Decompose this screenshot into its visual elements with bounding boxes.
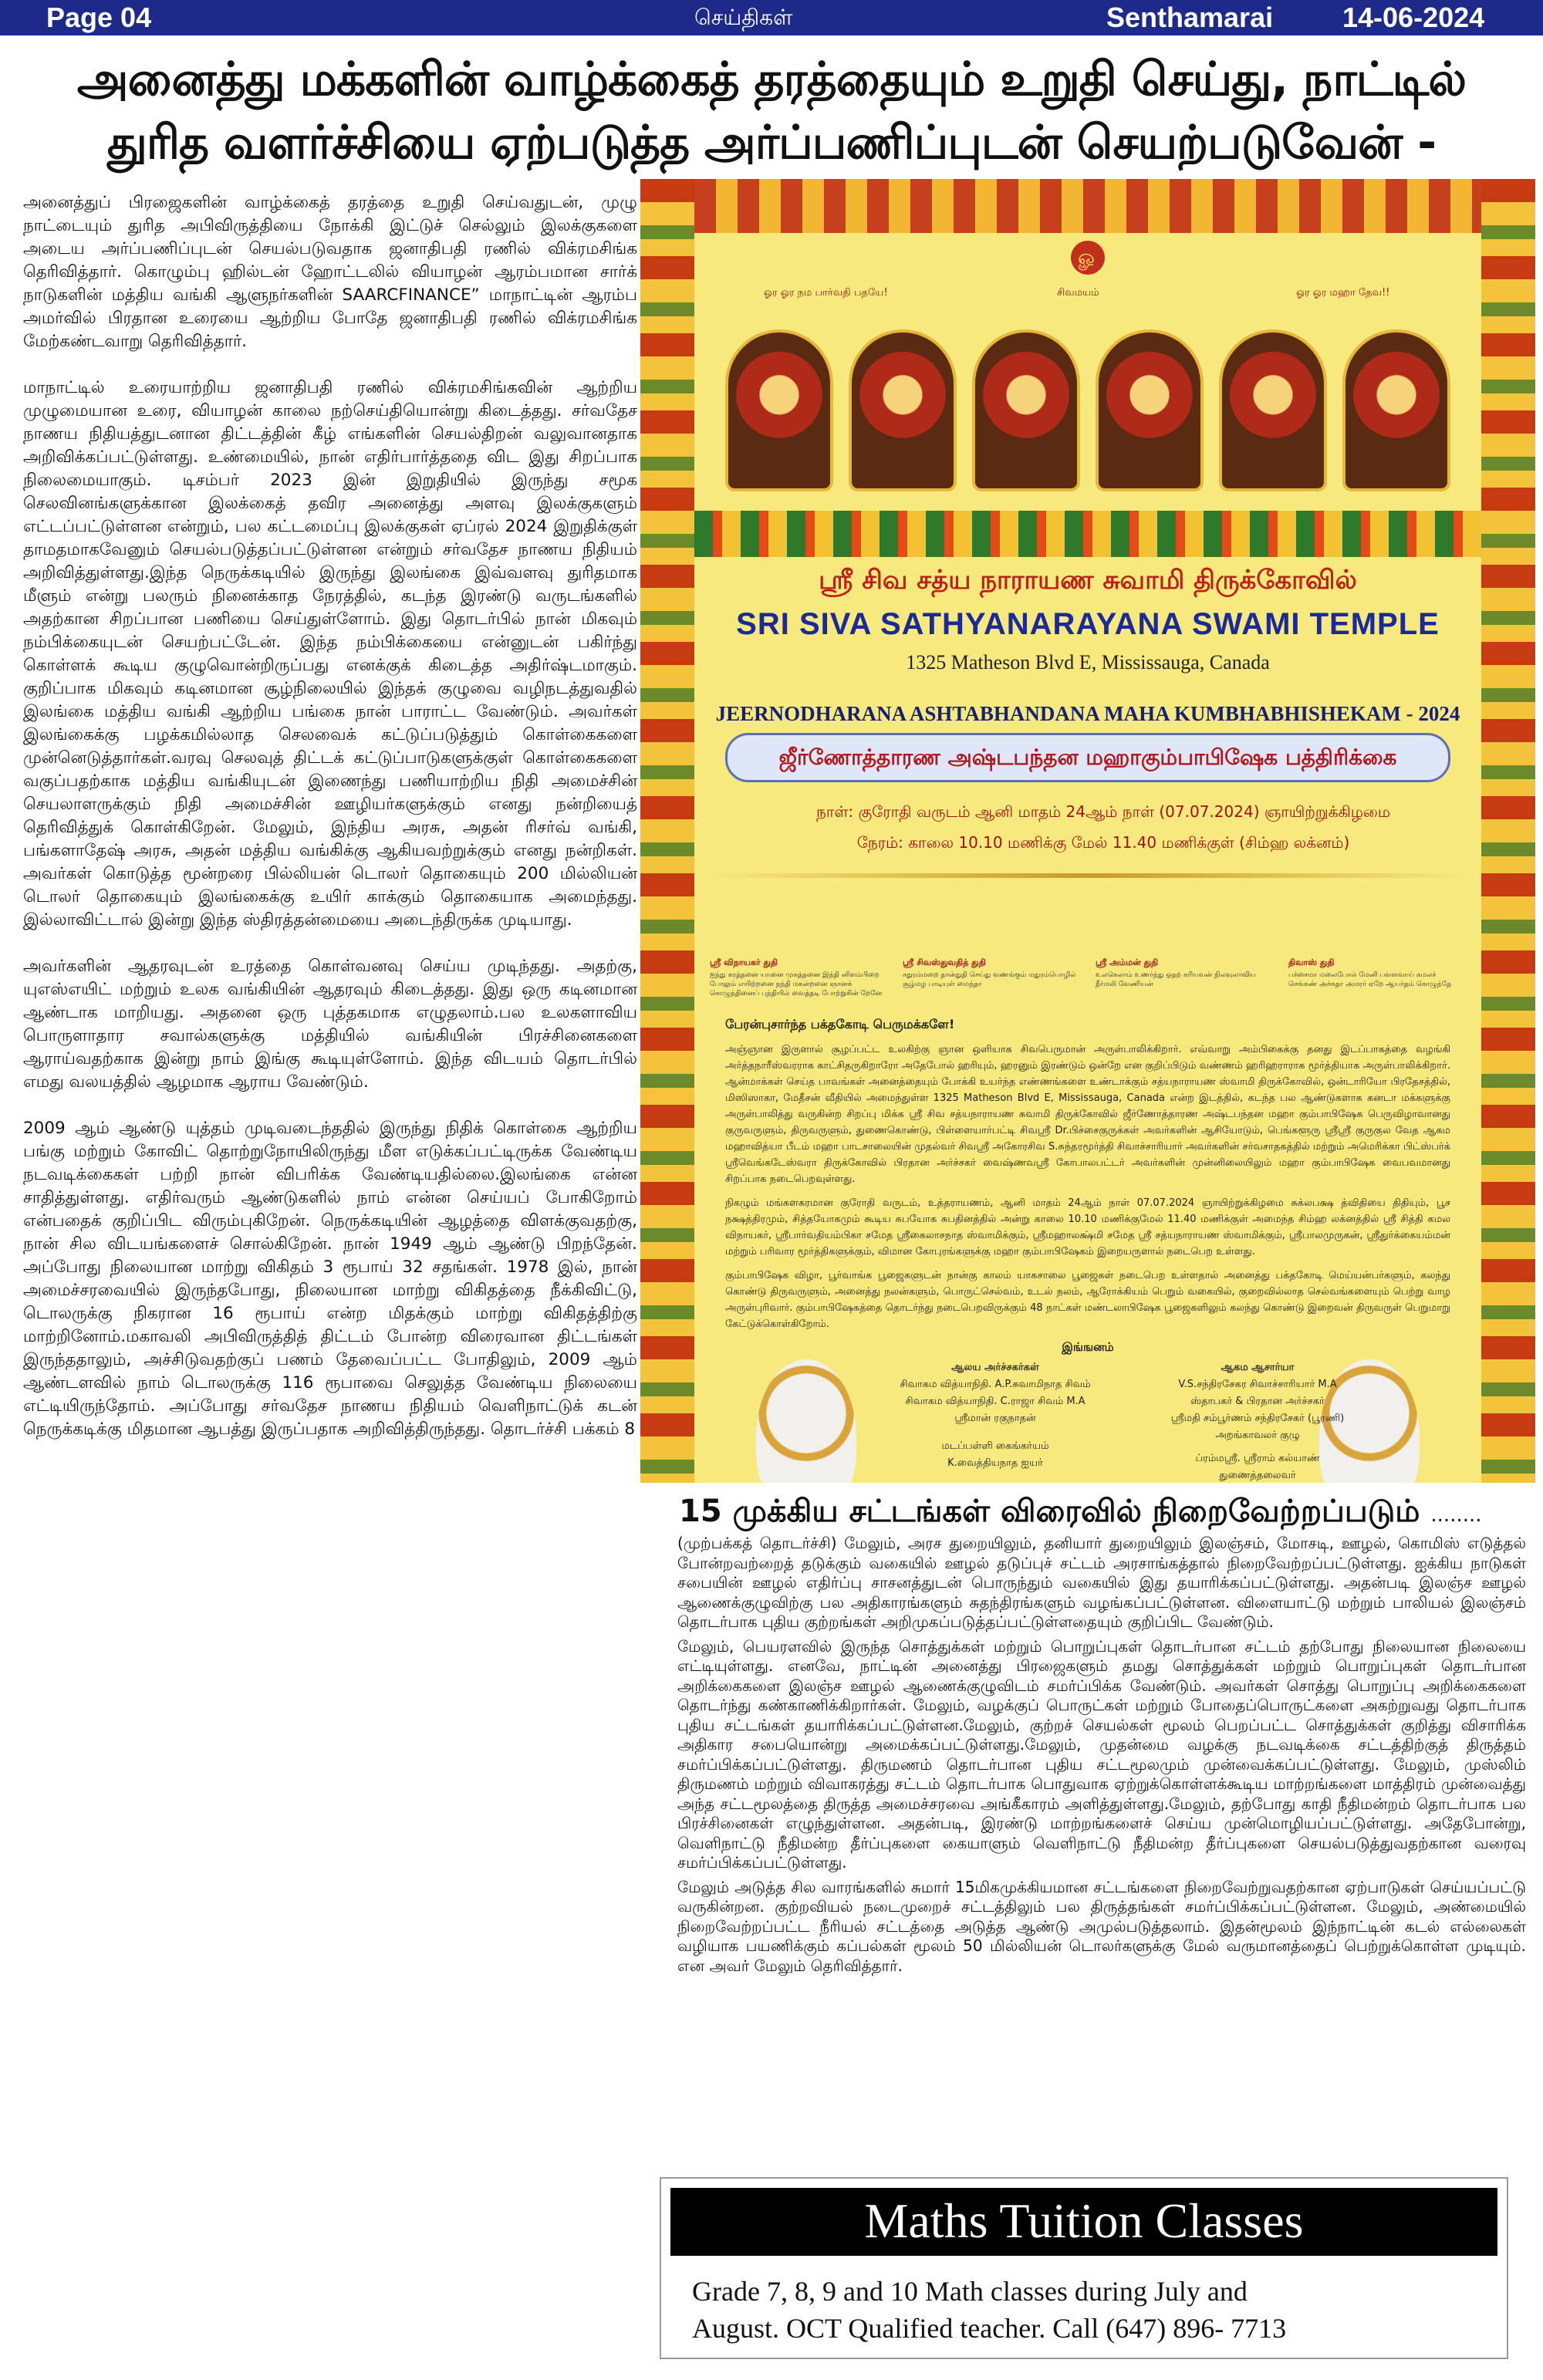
page-number: Page 04 bbox=[46, 2, 152, 33]
temple-address: 1325 Matheson Blvd E, Mississauga, Canada bbox=[906, 651, 1270, 673]
ad-line: Grade 7, 8, 9 and 10 Math classes during July and bbox=[692, 2276, 1248, 2307]
page-header bbox=[0, 0, 1543, 35]
event-date: நாள்: குரோதி வருடம் ஆனி மாதம் 24ஆம் நாள் (07.07.2024) ஞாயிற்றுக்கிழமை bbox=[816, 802, 1390, 821]
prayer-text: சதுரம்மறை தான்துதி செய்து வணங்கும் மதுரம்பொழில் சூழ்மழ பாடியுள் மைந்தா bbox=[903, 971, 1076, 988]
article-paragraph: மேலும், பெயரளவில் இருந்த சொத்துக்கள் மற்றும் பொறுப்புகள் தொடர்பான சட்டம் தற்போது நிலையான நிலையை எட்டியுள்ளது. எனவே, நாட்டின் அனைத்து பிரஜைகளும் தமது சொத்துக்கள் மற்றும் பொறுப்புகள் தொடர்பான அறிக்கைகளை இலஞ்ச ஊழல் ஆணைக்குழுவிடம் சமர்ப்பிக்க வேண்டும். அவர்கள் சொத்து பொறுப்பு அறிக்கைகளை தொடர்ந்து கண்காணிக்கிறார்கள். மேலும், வழக்குப் பொருட்கள் மற்றும் போதைப்பொருட்களை அகற்றுவது தொடர்பாக புதிய சட்டங்கள் தயாரிக்கப்பட்டுள்ளன.மேலும், குற்றச் செயல்கள் மூலம் பெறப்பட்ட சொத்துக்கள் குறித்து விசாரிக்க அதிகார சபையொன்று அமைக்கப்பட்டுள்ளது.மேலும், முதன்மை வழக்கு நடவடிக்கை சட்டத்திற்குத் திருத்தம் சமர்ப்பிக்கப்பட்டுள்ளது. திருமணம் தொடர்பான புதிய சட்டமூலமும் முன்வைக்கப்பட்டுள்ளது. மேலும், முஸ்லிம் திருமணம் மற்றும் விவாகரத்து சட்டம் தொடர்பாக பொதுவாக ஏற்றுக்கொள்ளக்கூடிய மாற்றங்களை மாத்திரம் முன்வைத்து அந்த சட்டமூலத்தை திருத்த அமைச்சரவை அங்கீகாரம் அளித்துள்ளது.மேலும், தற்போது காதி நீதிமன்றம் தொடர்பாக பல பிரச்சினைகள் எழுந்துள்ளன. அதன்படி, இரண்டு மாற்றங்களைச் செய்ய முன்மொழியப்பட்டுள்ளது. அதேபோன்று, வெளிநாட்டு நீதிமன்ற தீர்ப்புகளை கையாளும் வெளிநாட்டு நீதிமன்ற தீர்ப்புகளை செயல்படுத்துவதற்கான வரைவு சமர்ப்பிக்கப்பட்டுள்ளது. bbox=[677, 1636, 1526, 1872]
poster-signoff: இங்ஙனம் bbox=[1062, 1340, 1114, 1354]
headline-line-1: அனைத்து மக்களின் வாழ்க்கைத் தரத்தையும் உறுதி செய்து, நாட்டில் bbox=[76, 52, 1467, 106]
deity-image bbox=[1342, 329, 1450, 491]
signer-name: K.வைத்தியநாத ஐயர் bbox=[947, 1457, 1043, 1469]
prayer-title: ஸ்ரீ அம்மன் துதி bbox=[1096, 957, 1159, 967]
signers-right bbox=[1126, 1359, 1389, 1483]
article-paragraph: 2009 ஆம் ஆண்டு யுத்தம் முடிவடைந்ததில் இருந்து நிதிக் கொள்கை ஆற்றிய பங்கு மற்றும் கோவிட் தொற்றுநோயிலிருந்து மீள எடுக்கப்பட்டிருக்க வேண்டிய நடவடிக்கைகள் பற்றி நான் விபரிக்க வேண்டியதில்லை.இலங்கை என்ன சாதித்துள்ளது. எதிர்வரும் ஆண்டுகளில் நாம் என்ன செய்யப் போகிறோம் என்பதைக் குறிப்பிட விரும்புகிறேன். நெருக்கடியின் ஆழத்தை விளக்குவதற்கு, நான் சில விடயங்களைச் சொல்கிறேன். நான் 1949 ஆம் ஆண்டு பிறந்தேன். அப்போது நிலையான மாற்று விகிதம் 3 ரூபாய் 32 சதங்கள். 1978 இல், நான் அமைச்சரவையில் இருந்தபோது, நிலையான மாற்று விகிதத்தை நீக்கிவிட்டு, டொலருக்கு நிகரான 16 ரூபாய் என்ற மிதக்கும் மாற்று விகிதத்திற்கு மாற்றினோம்.மகாவலி அபிவிருத்தித் திட்டம் போன்ற விரைவான திட்டங்கள் இருந்ததாலும், அச்சிடுவதற்குப் பணம் தேவைப்பட்ட போதிலும், 2009 ஆம் ஆண்டளவில் நாம் டொலருக்கு 116 ரூபாவை செலுத்த வேண்டிய நிலையை எட்டியிருந்தோம். அப்போது சர்வதேச நாணய நிதியம் வெளிநாட்டுக் கடன் நெருக்கடிக்கு மிதமான ஆபத்து இருப்பதாக அறிவித்திருந்தது. தொடர்ச்சி பக்கம் 8 bbox=[23, 1119, 637, 1439]
temple-kumbhabhishekam-poster bbox=[640, 179, 1535, 1483]
left-article bbox=[23, 191, 637, 2375]
prayer-text: உலகெலாம் உணர்ந்து ஓதற் கரியவன் நிலவுலாவிய நீர்மலி வேணியன் bbox=[1096, 971, 1256, 988]
section-name: செய்திகள் bbox=[694, 5, 793, 30]
deity-images bbox=[725, 329, 1450, 515]
decorative-pillar-left bbox=[640, 179, 694, 1483]
om-icon: ௐ bbox=[1071, 241, 1105, 275]
signers-right-title: ஆகம ஆசார்யா bbox=[1221, 1362, 1295, 1373]
decorative-pillar-right bbox=[1481, 179, 1535, 1483]
signers-left-title: ஆலய அர்ச்சகர்கள் bbox=[951, 1362, 1039, 1373]
signer-name: ஸ்ரீமதி சம்பூர்ணம் சந்திரசேகர் (பூரணி) bbox=[1170, 1413, 1345, 1424]
event-title-english: JEERNODHARANA ASHTABHANDANA MAHA KUMBHABHISHEKAM - 2024 bbox=[715, 702, 1460, 725]
deity-image bbox=[972, 329, 1080, 491]
mango-leaf-festoon bbox=[694, 511, 1481, 557]
prayer-title: ஸ்ரீ விநாயகர் துதி bbox=[710, 957, 778, 967]
poster-paragraph: அஞ்ஞான இருளால் சூழப்பட்ட உலகிற்கு ஞான ஒளியாக சிவபெருமான் அருள்பாலிக்கிறார். எவ்வாறு அம்பிகைக்கு தனது இடப்பாகத்தை வழங்கி அர்த்தநாரீஸ்வரராக காட்சிதருகிறாரோ அதேபோல் ஹரியும், ஹரனும் இரண்டும் ஒன்றே என குறிப்பிடும் வண்ணம் ஹரிஹராராக மூர்த்தியாக அருள்பாலிக்கிறார். ஆன்மாக்கள் செய்த பாவங்கள் அனைத்தையும் போக்கி உயர்ந்த எண்ணங்களை உண்டாக்கும் சத்யநாராயண ஸ்வாமி திருக்கோவில், ஒன்டாரியோ பிரதேசத்தில், மிஸிஸாகா, மேதீசன் வீதியில் அமைந்துள்ள 1325 Matheson Blvd E, Mississauga, Canada என்ற இடத்தில், கடந்த பல ஆண்டுகளாக கனடா மக்களுக்கு அருள்பாலித்து வருகின்ற சிறப்பு மிக்க ஸ்ரீ சிவ சத்யநாராயண சுவாமி திருக்கோவில் ஜீர்ணோத்தாரண அஷ்டபந்தன மஹா கும்பாபிஷேக பெருவிழாவானது குருவருளும், திருவருளும், துணைகொண்டு, பிள்ளையார்பட்டி சிவஸ்ரீ Dr.பிச்சைகுருக்கள் அவர்களின் ஆசியோடும், பெங்களூரு ஸ்ரீஸ்ரீ குருகுல வேத ஆகம மஹாவித்யா பீடம் மஹா பாடசாலையின் முதல்வர் சிவஸ்ரீ அகோரசிவ S.சுந்தரமூர்த்தி சிவாச்சாரியார் அவர்களின் சர்வசாதகத்தில் மற்றும் அமெரிக்கா பிட்ஸ்பர்க் ஸ்ரீவெங்கடேஸ்வரா திருக்கோவில் பிரதான அர்ச்சகர் வைஷ்ணவஸ்ரீ கோபாலபட்டர் அவர்களின் முன்னிலையிலும் மஹா கும்பாபிஷேக வைபவமானது சிறப்பாக நடைபெறவுள்ளது. bbox=[725, 1044, 1450, 1185]
signer-name: சிவாகம வித்யாநிதி. C.ராஜா சிவம் M.A bbox=[905, 1396, 1086, 1407]
elephant-image-left bbox=[756, 1359, 856, 1483]
invitation-title: ஜீர்ணோத்தாரண அஷ்டபந்தன மஹாகும்பாபிஷேக பத்திரிக்கை bbox=[725, 733, 1450, 782]
right-article-title bbox=[679, 1492, 1528, 1534]
right-article-title-dots: ........ bbox=[1430, 1504, 1482, 1527]
signer-role: அறங்காவலர் குழு bbox=[1215, 1430, 1300, 1441]
article-paragraph: (முற்பக்கத் தொடர்ச்சி) மேலும், அரச துறையிலும், தனியார் துறையிலும் இலஞ்சம், மோசடி, ஊழல், கொமிஸ் எடுத்தல் போன்றவற்றைத் தடுக்கும் வகையில் ஊழல் தடுப்புச் சட்டம் அரசாங்கத்தால் நிறைவேற்றப்பட்டுள்ளது. ஐக்கிய நாடுகள் சபையின் ஊழல் எதிர்ப்பு சாசனத்துடன் பொருந்தும் வகையில் இது தயாரிக்கப்பட்டுள்ளது. அதன்படி இலஞ்ச ஊழல் ஆணைக்குழுவிற்கு பல அதிகாரங்களும் சுதந்திரங்களும் வழங்கப்பட்டுள்ளன. விளையாட்டு மற்றும் பாலியல் இலஞ்சம் தொடர்பாக புதிய குற்றங்கள் அறிமுகப்படுத்தப்பட்டுள்ளதையும் குறிப்பிட வேண்டும். bbox=[677, 1534, 1526, 1631]
poster-paragraph: நிகழும் மங்களகரமான குரோதி வருடம், உத்தராயணம், ஆனி மாதம் 24ஆம் நாள் 07.07.2024 ஞாயிற்றுக்கிழமை சுக்லபக்ஷ த்விதியை திதியும், பூச நக்ஷத்திரமும், சித்தயோகமும் கூடிய சுபயோக சுபதினத்தில் அன்று காலை 10.10 மணிக்குமேல் 11.40 மணிக்குள் அமைந்த சிம்ஹ லக்னத்தில் ஸ்ரீ சித்தி கமல விநாயகர், ஸ்ரீபார்வதியம்பிகா சமேத ஸ்ரீகைலாசநாத ஸ்வாமிக்கும், ஸ்ரீமஹாலக்ஷ்மி சமேத ஸ்ரீ சத்யநாராயண ஸ்வாமிக்கும், ஸ்ரீபாலமுருகன், ஸ்ரீதுர்க்கையம்மன் மற்றும் பரிவார மூர்த்திகளுக்கும், விமான கோபுரங்களுக்கு மஹா கும்பாபிஷேகம் இறையருளால் நடைபெற உள்ளது. bbox=[725, 1197, 1450, 1258]
issue-date: 14-06-2024 bbox=[1342, 2, 1485, 33]
temple-name-english: SRI SIVA SATHYANARAYANA SWAMI TEMPLE bbox=[736, 607, 1440, 641]
article-paragraph: மாநாட்டில் உரையாற்றிய ஜனாதிபதி ரணில் விக்ரமசிங்கவின் ஆற்றிய முழுமையான உரை, வியாழன் காலை நற்செய்தியொன்று கிடைத்தது. சர்வதேச நாணய நிதியத்துடனான திட்டத்தின் கீழ் எங்களின் செயல்திறன் வலுவானதாக அறிவிக்கப்பட்டுள்ளது. உண்மையில், நான் எதிர்பார்த்ததை விட இது சிறப்பாக நிலைமையாகும். டிசம்பர் 2023 இன் இறுதியில் இருந்து சமூக செலவினங்களுக்கான இலக்கைத் தவிர அனைத்து அளவு இலக்குகளும் எட்டப்பட்டுள்ளன என்றும், பல கட்டமைப்பு இலக்குகள் ஏப்ரல் 2024 இறுதிக்குள் தாமதமாகவேனும் செயல்படுத்தப்பட்டுள்ளன என்றும் சர்வதேச நாணய நிதியம் அறிவித்துள்ளது.இந்த நெருக்கடியில் இருந்து இலங்கை இவ்வளவு துரிதமாக மீளும் என்று பலரும் நினைக்காத நேரத்தில், கடந்த இரண்டு வருடங்களில் அதற்கான சிறப்பான பணியை செய்துள்ளோம். இது தொடர்பில் நான் மிகவும் நம்பிக்கையுடன் செயற்பட்டேன். இந்த நம்பிக்கையை என்னுடன் பகிர்ந்து கொள்ளக் கூடிய குழுவொன்றிருப்பது எனக்குக் கிடைத்த அதிர்ஷ்டமாகும். குறிப்பாக மிகவும் கடினமான சூழ்நிலையில் இந்தக் குழுவை வழிநடத்துவதில் இலங்கை மத்திய வங்கி ஆற்றிய பங்கை நான் பாராட்ட வேண்டும். அவர்கள் இலங்கைக்கு பழக்கமில்லாத செலவைக் கட்டுப்படுத்தும் கொள்கைகளை முன்னெடுத்தார்கள்.வரவு செலவுத் திட்டக் கட்டுப்பாடுகளுக்குள் கொள்கைகளை வகுப்பதற்காக மத்திய வங்கியுடன் இணைந்து பணியாற்றிய நிதி அமைச்சின் செயலாளருக்கும் நிதி அமைச்சின் ஊழியர்களுக்கும் எனது நன்றியைத் தெரிவித்துக் கொள்கிறேன். மேலும், இந்திய அரசு, அதன் ரிசர்வ் வங்கி, பங்களாதேஷ் அரசு, அதன் மத்திய வங்கிக்கு ஆகியவற்றுக்கும் எனது நன்றிகள். அவர்கள் கொடுத்த மூன்றரை பில்லியன் டொலர் தொகையும் 200 மில்லியன் டொலர் தொகையும் இலங்கைக்கு உயிர் காக்கும் தொகையாக அமைந்தது. இல்லாவிட்டால் இன்று இந்த ஸ்திரத்தன்மையை அடைந்திருக்க முடியாது. bbox=[23, 378, 637, 930]
signers-left bbox=[864, 1359, 1126, 1472]
deity-image bbox=[725, 329, 833, 491]
signer-role: மடப்பள்ளி கைங்கர்யம் bbox=[941, 1440, 1049, 1452]
poster-paragraph: கும்பாபிஷேக விழா, பூர்வாங்க பூஜைகளுடன் நான்கு காலம் யாகசாலை பூஜைகள் நடைபெற உள்ளதால் அனைத்து பக்தகோடி மெய்யன்பர்களும், கலந்து கொண்டு திருவருளும், அனைத்து நலன்களும், பொருட்செல்வம், உடல் நலம், ஆரோக்கியம் பெறும் வகையில், குறைவில்லாத செல்வங்களையும் பெற்று வாழ அருள்புரிவார். கும்பாபிஷேகத்தை தொடர்ந்து நடைபெறவிருக்கும் 48 நாட்கள் மண்டலாபிஷேக பூஜைகளிலும் கலந்து கொண்டு இறைவன் திருவருள் பெறுமாறு கேட்டுக்கொள்கிறோம். bbox=[725, 1270, 1450, 1330]
signer-name: சிவாகம வித்யாநிதி. A.P.சுவாமிநாத சிவம் bbox=[900, 1379, 1091, 1390]
signer-name: ஸ்ரீமான் ரகுநாதன் bbox=[954, 1413, 1036, 1424]
prayer-text: ஐந்து கரத்தனை யானை முகத்தனை இந்தி னிளம்பிறை போலும் எயிற்றனை நந்தி மகன்றனை ஞானக் கொழுந்தினைப் புந்தியில் வைத்தடி போற்றுகின் றேனே bbox=[710, 971, 883, 998]
deity-image bbox=[1219, 329, 1327, 491]
poster-content bbox=[694, 179, 1481, 1483]
poster-body bbox=[725, 1041, 1450, 1335]
headline-line-2: துரித வளர்ச்சியை ஏற்படுத்த அர்ப்பணிப்புடன் செயற்படுவேன் - bbox=[106, 116, 1437, 170]
right-article bbox=[677, 1534, 1526, 2166]
poster-top-right-text: ஓர ஓர மஹா தேவ!! bbox=[1296, 287, 1390, 299]
prayer-verse bbox=[903, 958, 1080, 989]
event-date-time bbox=[741, 796, 1466, 858]
article-paragraph: மேலும் அடுத்த சில வாரங்களில் சுமார் 15மிகமுக்கியமான சட்டங்களை நிறைவேற்றுவதற்கான ஏற்பாடுகள் செய்யப்பட்டு வருகின்றன. குற்றவியல் நடைமுறைச் சட்டத்திலும் பல திருத்தங்கள் சமர்ப்பிக்கப்பட்டுள்ளன. மேலும், அண்மையில் நிறைவேற்றப்பட்ட நீரியல் சட்டத்தை அடுத்த ஆண்டு அமுல்படுத்தலாம். இதன்மூலம் இந்நாட்டின் கடல் எல்லைகள் வழியாக பயணிக்கும் கப்பல்கள் மூலம் 50 மில்லியன் டொலர்களுக்கு மேல் வருமானத்தைப் பெற்றுக்கொள்ள முடியும். என அவர் மேலும் தெரிவித்தார். bbox=[677, 1877, 1526, 1975]
prayer-verse bbox=[1096, 958, 1273, 989]
temple-name-tamil: ஸ்ரீ சிவ சத்ய நாராயண சுவாமி திருக்கோவில் bbox=[819, 565, 1357, 596]
prayer-text: பச்சைமா மலைபோல் மேனி பவளவாய் கமலச் செங்கண் அச்சுதா அமரர் ஏறே ஆயர்தம் கொழுந்தே bbox=[1288, 971, 1451, 988]
deity-image bbox=[1096, 329, 1204, 491]
prayer-verse bbox=[710, 958, 887, 998]
ad-title: Maths Tuition Classes bbox=[670, 2188, 1497, 2256]
article-paragraph: அவர்களின் ஆதரவுடன் உரத்தை கொள்வனவு செய்ய முடிந்தது. அதற்கு, யுஎஸ்எயிட் மற்றும் உலக வங்கியின் ஆதரவும் கிடைத்தது. இது ஒரு கடினமான ஆண்டாக மாறியது. அதனை ஒரு புத்தகமாக எழுதலாம்.பல உலகளாவிய பொருளாதார சவால்களுக்கு மத்தியில் வங்கியின் பிரச்சினைகளை ஆராய்வதற்காக இன்று நாம் இங்கு கூடியுள்ளோம். இந்த விடயம் தொடர்பில் எமது வலயத்தில் ஆழமாக ஆராய வேண்டும். bbox=[23, 957, 637, 1092]
maths-tuition-ad bbox=[660, 2177, 1508, 2359]
deity-image bbox=[849, 329, 957, 491]
ad-body bbox=[692, 2273, 1494, 2347]
event-time: நேரம்: காலை 10.10 மணிக்கு மேல் 11.40 மணிக்குள் (சிம்ஹ லக்னம்) bbox=[856, 833, 1350, 852]
poster-greeting: பேரன்புசார்ந்த பக்தகோடி பெருமக்களே! bbox=[725, 1017, 955, 1031]
ad-line: August. OCT Qualified teacher. Call (647) 896- 7713 bbox=[692, 2313, 1287, 2344]
signer-role: ஸ்தாபகர் & பிரதான அர்ச்சகர் bbox=[1190, 1396, 1325, 1407]
poster-top-center-text: சிவமயம் bbox=[1057, 287, 1099, 299]
signer-role: துணைத்தலைவர் bbox=[1219, 1470, 1296, 1481]
prayer-title: ஸ்ரீ சிவஸ்துவதித் துதி bbox=[903, 957, 986, 967]
signer-name: V.S.சந்திரசேகர சிவாச்சாரியார் M.A bbox=[1178, 1379, 1337, 1390]
signer-name: ப்ரம்மஸ்ரீ. ஸ்ரீராம் கல்யாண் bbox=[1195, 1453, 1320, 1464]
newspaper-name: Senthamarai bbox=[1106, 2, 1274, 33]
right-article-title-text: 15 முக்கிய சட்டங்கள் விரைவில் நிறைவேற்றப்படும் bbox=[679, 1494, 1420, 1529]
article-paragraph: அனைத்துப் பிரஜைகளின் வாழ்க்கைத் தரத்தை உறுதி செய்வதுடன், முழு நாட்டையும் துரித அபிவிருத்தியை நோக்கி இட்டுச் செல்லும் இலக்குகளை அடைய அர்ப்பணிப்புடன் செயல்படுவதாக ஜனாதிபதி ரணில் விக்ரமசிங்க தெரிவித்தார். கொழும்பு ஹில்டன் ஹோட்டலில் வியாழன் ஆரம்பமான சார்க் நாடுகளின் மத்திய வங்கி ஆளுநர்களின் SAARCFINANCE” மாநாட்டின் ஆரம்ப அமர்வில் பிரதான உரையை ஆற்றிய போதே ஜனாதிபதி ரணில் விக்ரமசிங்க மேற்கண்டவாறு தெரிவித்தார். bbox=[23, 193, 637, 351]
garland-top bbox=[694, 179, 1481, 233]
prayer-verse bbox=[1288, 958, 1466, 989]
ornamental-divider bbox=[710, 873, 1466, 878]
prayer-title: திவாஸ் துதி bbox=[1288, 957, 1335, 967]
poster-top-left-text: ஓர ஓர நம பார்வதி பதயே! bbox=[764, 287, 888, 299]
